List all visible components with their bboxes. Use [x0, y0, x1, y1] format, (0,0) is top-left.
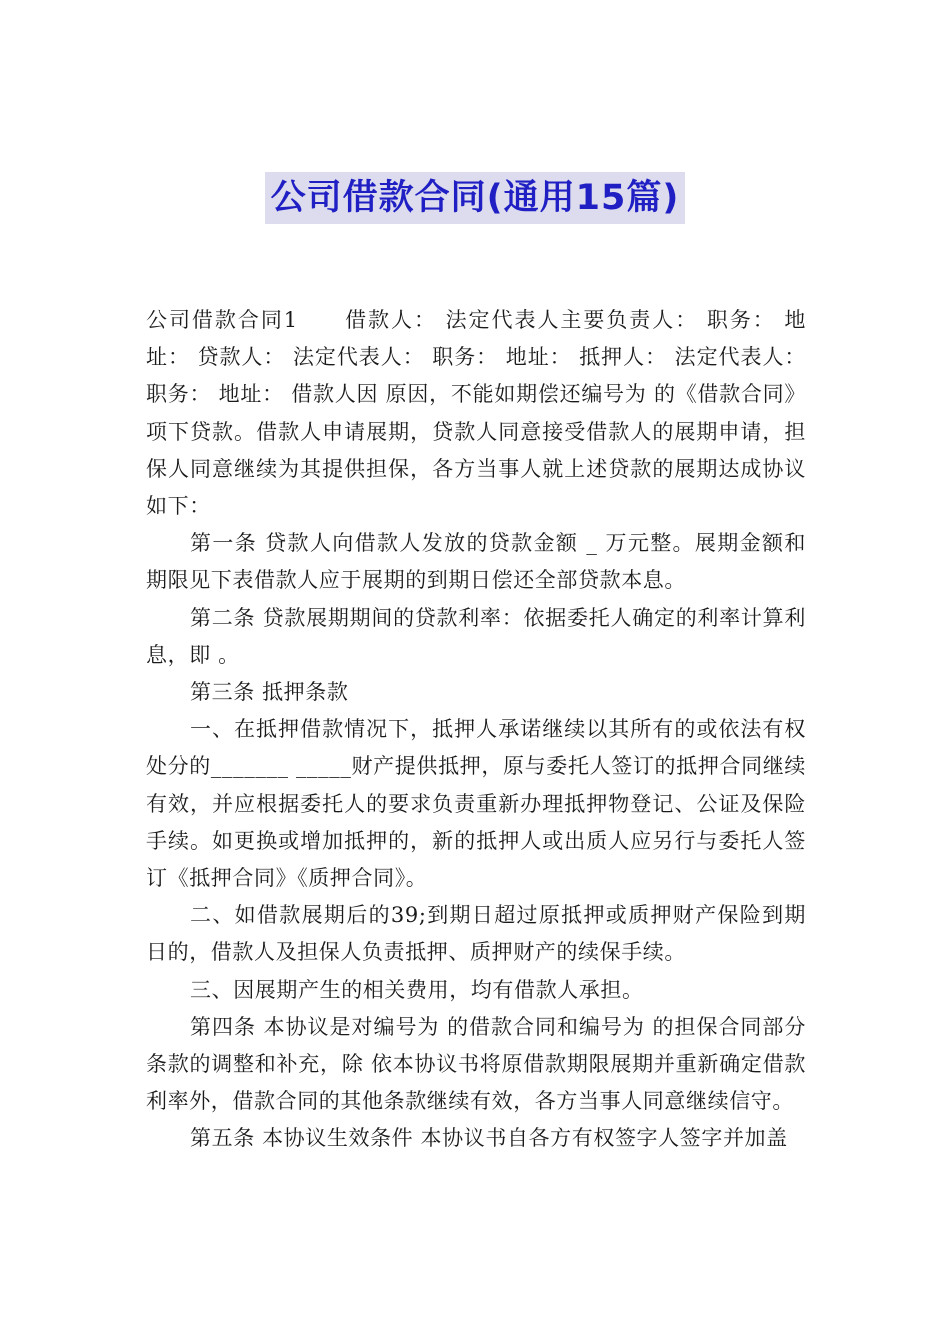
paragraph-parties: 公司借款合同1 借款人： 法定代表人主要负责人： 职务： 地址： 贷款人： 法定代表人： 职务： 地址： 抵押人： 法定代表人： 职务： 地址： 借款人因 原因，不能如期偿还编号为 的《借款合同》项下贷款。借款人申请展期，贷款人同意接受借款人的展期申请，担保人同意继续为其提供担保，各方当事人就上述贷款的展期达成协议如下： — [146, 308, 806, 519]
paragraph-article-2: 第二条 贷款展期期间的贷款利率：依据委托人确定的利率计算利息，即 。 — [146, 605, 806, 667]
paragraph-article-4: 第四条 本协议是对编号为 的借款合同和编号为 的担保合同部分条款的调整和补充，除 依本协议书将原借款期限展期并重新确定借款利率外，借款合同的其他条款继续有效，各方当事人同意继续信守。 — [146, 1014, 806, 1114]
paragraph-article-3-item-3: 三、因展期产生的相关费用，均有借款人承担。 — [190, 977, 644, 1002]
page-title: 公司借款合同(通用15篇) — [265, 172, 686, 224]
title-area — [0, 172, 950, 224]
paragraph-article-1: 第一条 贷款人向借款人发放的贷款金额 _ 万元整。展期金额和期限见下表借款人应于展期的到期日偿还全部贷款本息。 — [146, 531, 806, 593]
paragraph-article-3-item-1: 一、在抵押借款情况下，抵押人承诺继续以其所有的或依法有权处分的_______ _____财产提供抵押，原与委托人签订的抵押合同继续有效，并应根据委托人的要求负责重新办理抵押物登记、公证及保险手续。如更换或增加抵押的，新的抵押人或出质人应另行与委托人签订《抵押合同》《质押合同》。 — [146, 717, 806, 891]
paragraph-article-5: 第五条 本协议生效条件 本协议书自各方有权签字人签字并加盖 — [190, 1126, 788, 1151]
document-body — [146, 302, 806, 1158]
paragraph-article-3-item-2: 二、如借款展期后的39;到期日超过原抵押或质押财产保险到期日的，借款人及担保人负责抵押、质押财产的续保手续。 — [146, 903, 806, 965]
paragraph-article-3-heading: 第三条 抵押条款 — [190, 680, 349, 705]
